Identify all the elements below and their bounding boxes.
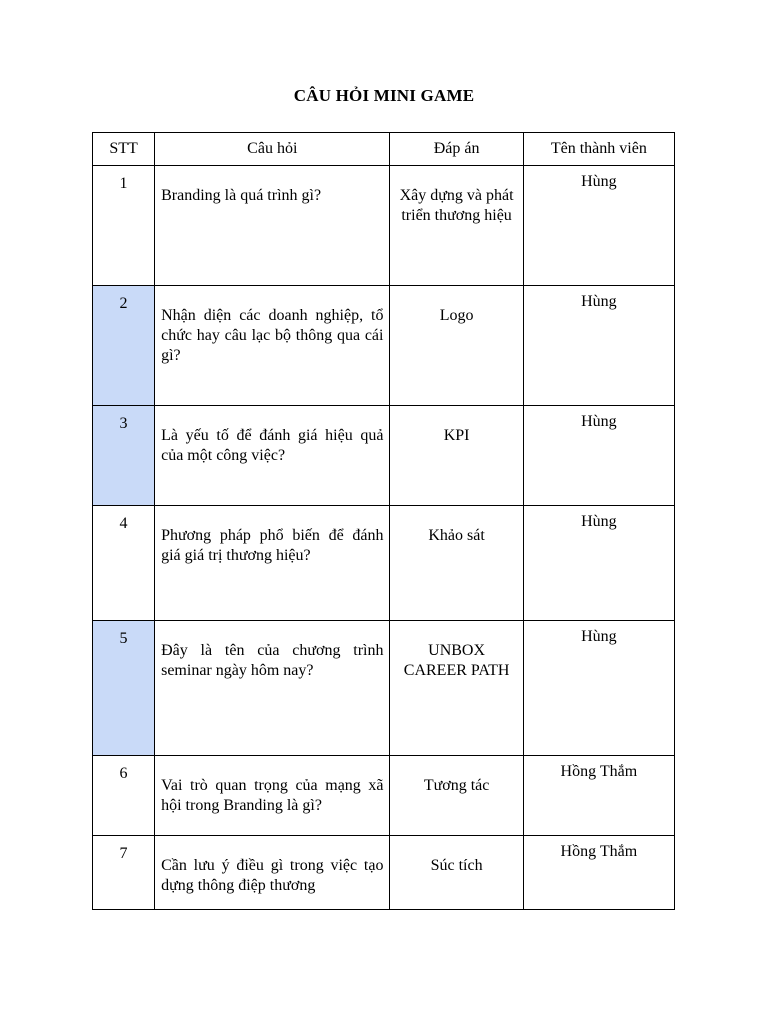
row-answer: KPI — [390, 406, 523, 506]
quiz-table-container — [92, 132, 675, 910]
row-question: Vai trò quan trọng của mạng xã hội trong Branding là gì? — [155, 756, 390, 836]
quiz-table — [92, 132, 675, 910]
row-answer: Súc tích — [390, 836, 523, 911]
table-row — [93, 836, 675, 911]
row-stt: 5 — [93, 621, 155, 756]
row-question: Cần lưu ý điều gì trong việc tạo dựng thông điệp thương — [155, 836, 390, 911]
row-question: Branding là quá trình gì? — [155, 166, 390, 286]
row-stt: 6 — [93, 756, 155, 836]
row-member: Hùng — [523, 286, 674, 406]
table-row — [93, 621, 675, 756]
page-title: CÂU HỎI MINI GAME — [293, 86, 475, 105]
row-member: Hùng — [523, 166, 674, 286]
table-row — [93, 286, 675, 406]
row-question: Phương pháp phổ biến để đánh giá giá trị thương hiệu? — [155, 506, 390, 621]
table-row — [93, 506, 675, 621]
row-stt: 4 — [93, 506, 155, 621]
row-member: Hùng — [523, 406, 674, 506]
table-row — [93, 756, 675, 836]
row-member: Hùng — [523, 621, 674, 756]
table-row — [93, 166, 675, 286]
row-question: Đây là tên của chương trình seminar ngày hôm nay? — [155, 621, 390, 756]
header-member: Tên thành viên — [523, 133, 674, 166]
row-answer: Tương tác — [390, 756, 523, 836]
row-stt: 1 — [93, 166, 155, 286]
row-member: Hồng Thắm — [523, 756, 674, 836]
header-answer: Đáp án — [390, 133, 523, 166]
row-stt: 2 — [93, 286, 155, 406]
row-stt: 3 — [93, 406, 155, 506]
row-answer: UNBOX CAREER PATH — [390, 621, 523, 756]
row-member: Hùng — [523, 506, 674, 621]
table-header-row — [93, 133, 675, 166]
table-row — [93, 406, 675, 506]
row-answer: Xây dựng và phát triển thương hiệu — [390, 166, 523, 286]
row-question: Nhận diện các doanh nghiệp, tổ chức hay câu lạc bộ thông qua cái gì? — [155, 286, 390, 406]
row-member: Hồng Thắm — [523, 836, 674, 911]
header-stt: STT — [93, 133, 155, 166]
row-question: Là yếu tố để đánh giá hiệu quả của một công việc? — [155, 406, 390, 506]
header-question: Câu hỏi — [155, 133, 390, 166]
row-answer: Khảo sát — [390, 506, 523, 621]
row-stt: 7 — [93, 836, 155, 911]
row-answer: Logo — [390, 286, 523, 406]
